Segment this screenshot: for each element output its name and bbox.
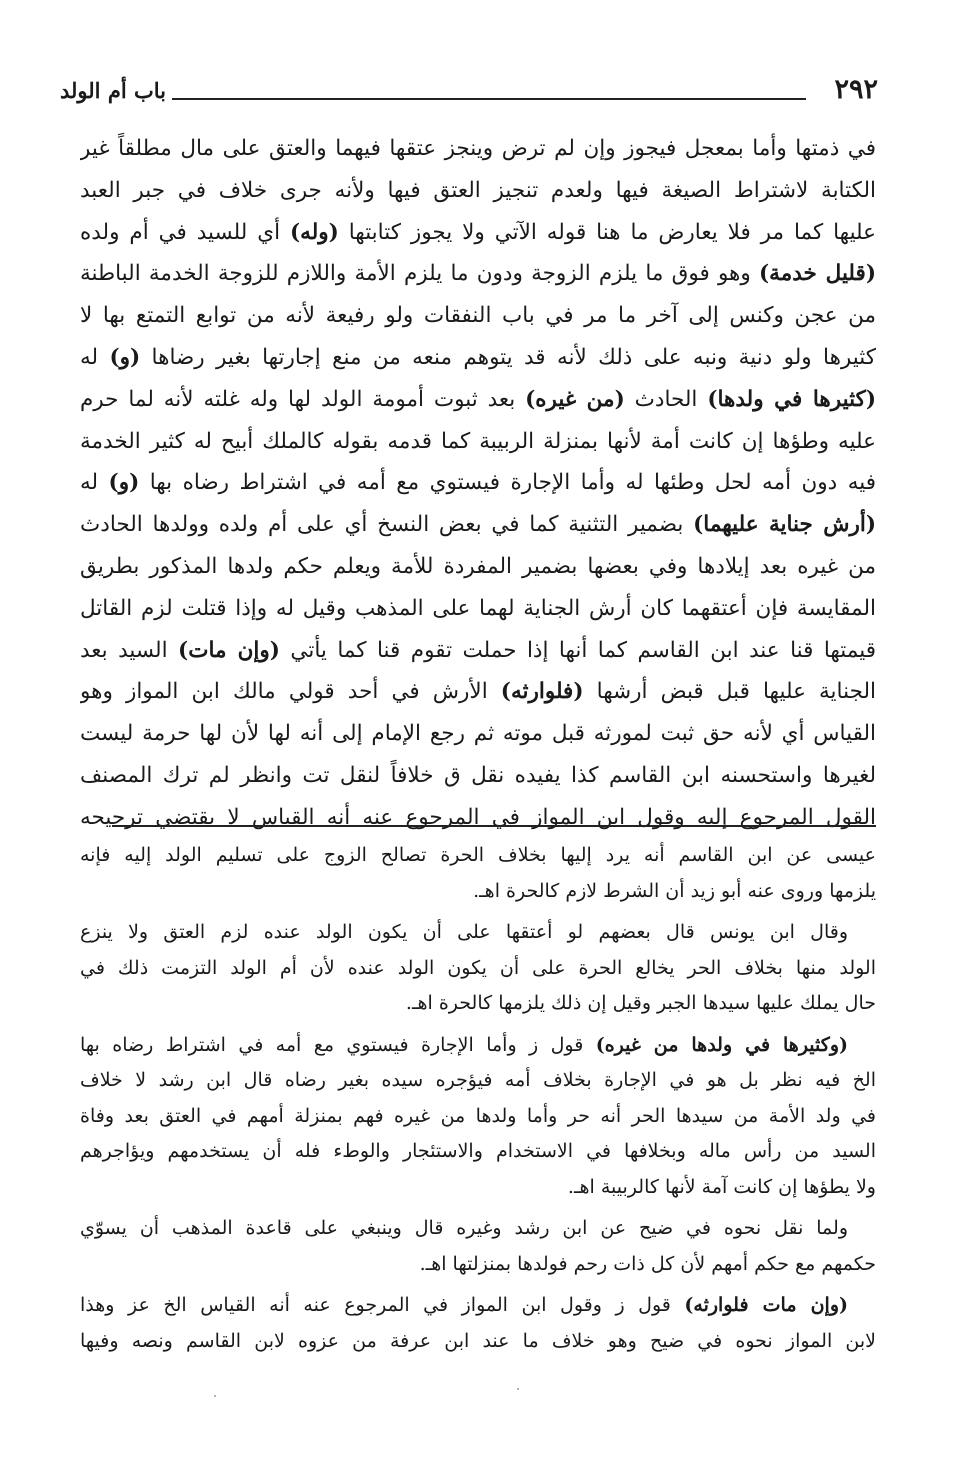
footnote-line (80, 1324, 876, 1360)
bold-lemma: (وإن مات فلوارثه) (684, 1294, 848, 1316)
footnote-paragraph (80, 1211, 876, 1282)
footnote-line (80, 1247, 876, 1283)
bold-lemma: (وإن مات) (178, 637, 280, 663)
text-run: كثيرها ولو دنية ونبه على ذلك لأنه قد يتوهم منعه من منع إجارتها بغير رضاها (140, 344, 876, 370)
footnote-paragraph (80, 915, 876, 1022)
text-run: الكتابة لاشتراط الصيغة فيها ولعدم تنجيز العتق فيها ولأنه جرى خلاف في جبر العبد (80, 177, 876, 203)
text-run: الحادث (624, 386, 708, 412)
text-run: الأرش في أحد قولي مالك ابن المواز وهو (80, 679, 501, 705)
footnote-paragraph (80, 838, 876, 909)
footnote-line (80, 838, 876, 874)
text-run: عليه وطؤها إن كانت أمة لأنها بمنزلة الربيبة كما قدمه بقوله كالملك أبيح له كثير الخدمة (80, 428, 876, 454)
scan-speck (517, 1388, 519, 1390)
text-run: في ذمتها وأما بمعجل فيجوز وإن لم ترض وينجز عتقها فيهما والعتق على مال مطلقاً غير (80, 136, 876, 161)
footnote-paragraph (80, 1288, 876, 1359)
text-run: القياس أي لأنه حق ثبت لمورثه قبل موته ثم رجع الإمام إلى أنه لها لأن لها حرمة ليست (80, 721, 876, 747)
bold-lemma: (وكثيرها في ولدها من غيره) (595, 1033, 848, 1056)
main-text-line (80, 253, 876, 295)
bold-lemma: (كثيرها في ولدها) (707, 386, 876, 412)
text-run: بعد ثبوت أمومة الولد لها وله غلته لأنه لما حرم (80, 386, 526, 412)
text-run: السيد من رأس ماله وبخلافها في الاستخدام والاستئجار والوطء فله أن يستخدمهم ويؤاجرهم (80, 1140, 876, 1162)
text-run: ولما نقل نحوه في ضيح عن ابن رشد وغيره قال وينبغي على قاعدة المذهب أن يسوّي (80, 1217, 848, 1239)
text-run: لابن المواز نحوه في ضيح وهو خلاف ما عند ابن عرفة من عزوه لابن القاسم ونصه وفيها (80, 1329, 876, 1352)
text-run: وهو فوق ما يلزم الزوجة ودون ما يلزم الأمة واللازم للزوجة الخدمة الباطنة (80, 261, 759, 287)
text-run: له (80, 470, 109, 496)
page-header (60, 74, 878, 110)
footnote-line (80, 915, 876, 951)
footnote-line (80, 1211, 876, 1247)
text-run: في ولد الأمة من سيدها الحر أنه حر وأما ولدها من غيره فهم بمنزلة أمهم في العتق بعد وفاة (80, 1104, 876, 1127)
footnote-line (80, 1134, 876, 1170)
main-text-line (80, 379, 876, 421)
main-text-line (80, 755, 876, 797)
text-run: عيسى عن ابن القاسم أنه يرد إليها بخلاف الحرة تصالح الزوج على تسليم الولد إليه فإنه (80, 844, 876, 866)
text-run: حال يملك عليها سيدها الجبر وقيل إن ذلك يلزمها كالحرة اهـ. (405, 992, 876, 1014)
bold-lemma: (قليل خدمة) (759, 261, 876, 287)
bold-lemma: (فلوارثه) (500, 679, 584, 705)
text-run: الولد منها بخلاف الحر يخالع الحرة على أن يكون الولد عنده لأن أم الولد التزمت ذلك في (80, 956, 876, 979)
bold-lemma: (و) (108, 470, 140, 496)
main-text-line (80, 128, 876, 170)
text-run: يلزمها وروى عنه أبو زيد أن الشرط لازم كالحرة اهـ. (473, 879, 876, 902)
text-run: فيه دون أمه لحل وطئها له وأما الإجارة فيستوي مع أمه في اشتراط رضاه بها (139, 470, 876, 496)
text-run: من عجن وكنس إلى آخر ما مر في باب النفقات ولو رفيعة لأنه من توابع التمتع بها لا (80, 303, 876, 329)
footnote-line (80, 986, 876, 1022)
text-run: له (80, 344, 110, 370)
main-text-line (80, 588, 876, 630)
text-run: حكمهم مع حكم أمهم لأن كل ذات رحم فولدها بمنزلتها اهـ. (419, 1252, 876, 1275)
text-run: لغيرها واستحسنه ابن القاسم كذا يفيده نقل ق خلافاً لنقل تت وانظر لم ترك المصنف (80, 762, 876, 788)
text-run: بضمير التثنية كما في بعض النسخ أي على أم ولده وولدها الحادث (80, 512, 694, 538)
footnotes (80, 838, 876, 1365)
main-text-line (80, 504, 876, 546)
header-rule (172, 98, 806, 100)
bold-lemma: (من غيره) (525, 386, 625, 412)
text-run: ولا يطؤها إن كانت آمة لأنها كالربيبة اهـ. (567, 1175, 876, 1198)
text-run: السيد بعد (80, 637, 179, 663)
bold-lemma: (و) (109, 344, 141, 370)
footnote-line (80, 874, 876, 910)
text-run: الجناية عليها قبل قبض أرشها (583, 679, 876, 705)
text-run: عليها كما مر فلا يعارض ما هنا قوله الآتي ولا يجوز كتابتها (338, 219, 876, 245)
text-run: قيمتها قنا عند ابن القاسم كما أنها إذا حملت تقوم قنا كما يأتي (279, 637, 876, 663)
footnote-line (80, 1063, 876, 1099)
main-text-line (80, 797, 876, 839)
footnote-line (80, 1288, 876, 1324)
main-text-line (80, 630, 876, 672)
text-run: القول المرجوع إليه وقول ابن المواز في المرجوع عنه أنه القياس لا يقتضي ترجيحه (80, 804, 876, 830)
main-text-line (80, 421, 876, 463)
footnote-line (80, 1028, 876, 1064)
text-run: قول ز وقول ابن المواز في المرجوع عنه أنه القياس الخ عز وهذا (80, 1294, 685, 1316)
main-text-line (80, 212, 876, 254)
main-text-line (80, 295, 876, 337)
footnote-line (80, 1099, 876, 1135)
text-run: من غيره بعد إيلادها وفي بعضها بضمير المفردة للأمة ويعلم حكم ولدها المذكور بطريق (80, 553, 876, 579)
scan-speck (214, 1395, 216, 1397)
main-text-line (80, 713, 876, 755)
footnote-line (80, 1170, 876, 1206)
footnote-line (80, 951, 876, 987)
footnote-separator (112, 825, 876, 827)
main-text (80, 128, 876, 839)
main-text-line (80, 337, 876, 379)
text-run: المقايسة فإن أعتقهما كان أرش الجناية لهما على المذهب وقيل له وإذا قتلت لزم القاتل (80, 595, 876, 621)
main-text-line (80, 546, 876, 588)
text-run: قول ز وأما الإجارة فيستوي مع أمه في اشتراط رضاه بها (80, 1033, 596, 1056)
main-text-line (80, 170, 876, 212)
main-text-line (80, 671, 876, 713)
text-run: الخ فيه نظر بل هو في الإجارة بخلاف أمه فيؤجره سيده بغير رضاه قال ابن رشد لا خلاف (80, 1069, 876, 1091)
main-text-line (80, 462, 876, 504)
running-head: باب أم الولد (60, 78, 166, 103)
bold-lemma: (أرش جناية عليهما) (693, 512, 876, 538)
page-number: ٢٩٢ (834, 74, 878, 105)
footnote-paragraph (80, 1028, 876, 1206)
text-run: وقال ابن يونس قال بعضهم لو أعتقها على أن يكون الولد عنده لزم العتق ولا ينزع (80, 921, 848, 943)
bold-lemma: (وله) (290, 219, 339, 245)
text-run: أي للسيد في أم ولده (80, 219, 290, 245)
